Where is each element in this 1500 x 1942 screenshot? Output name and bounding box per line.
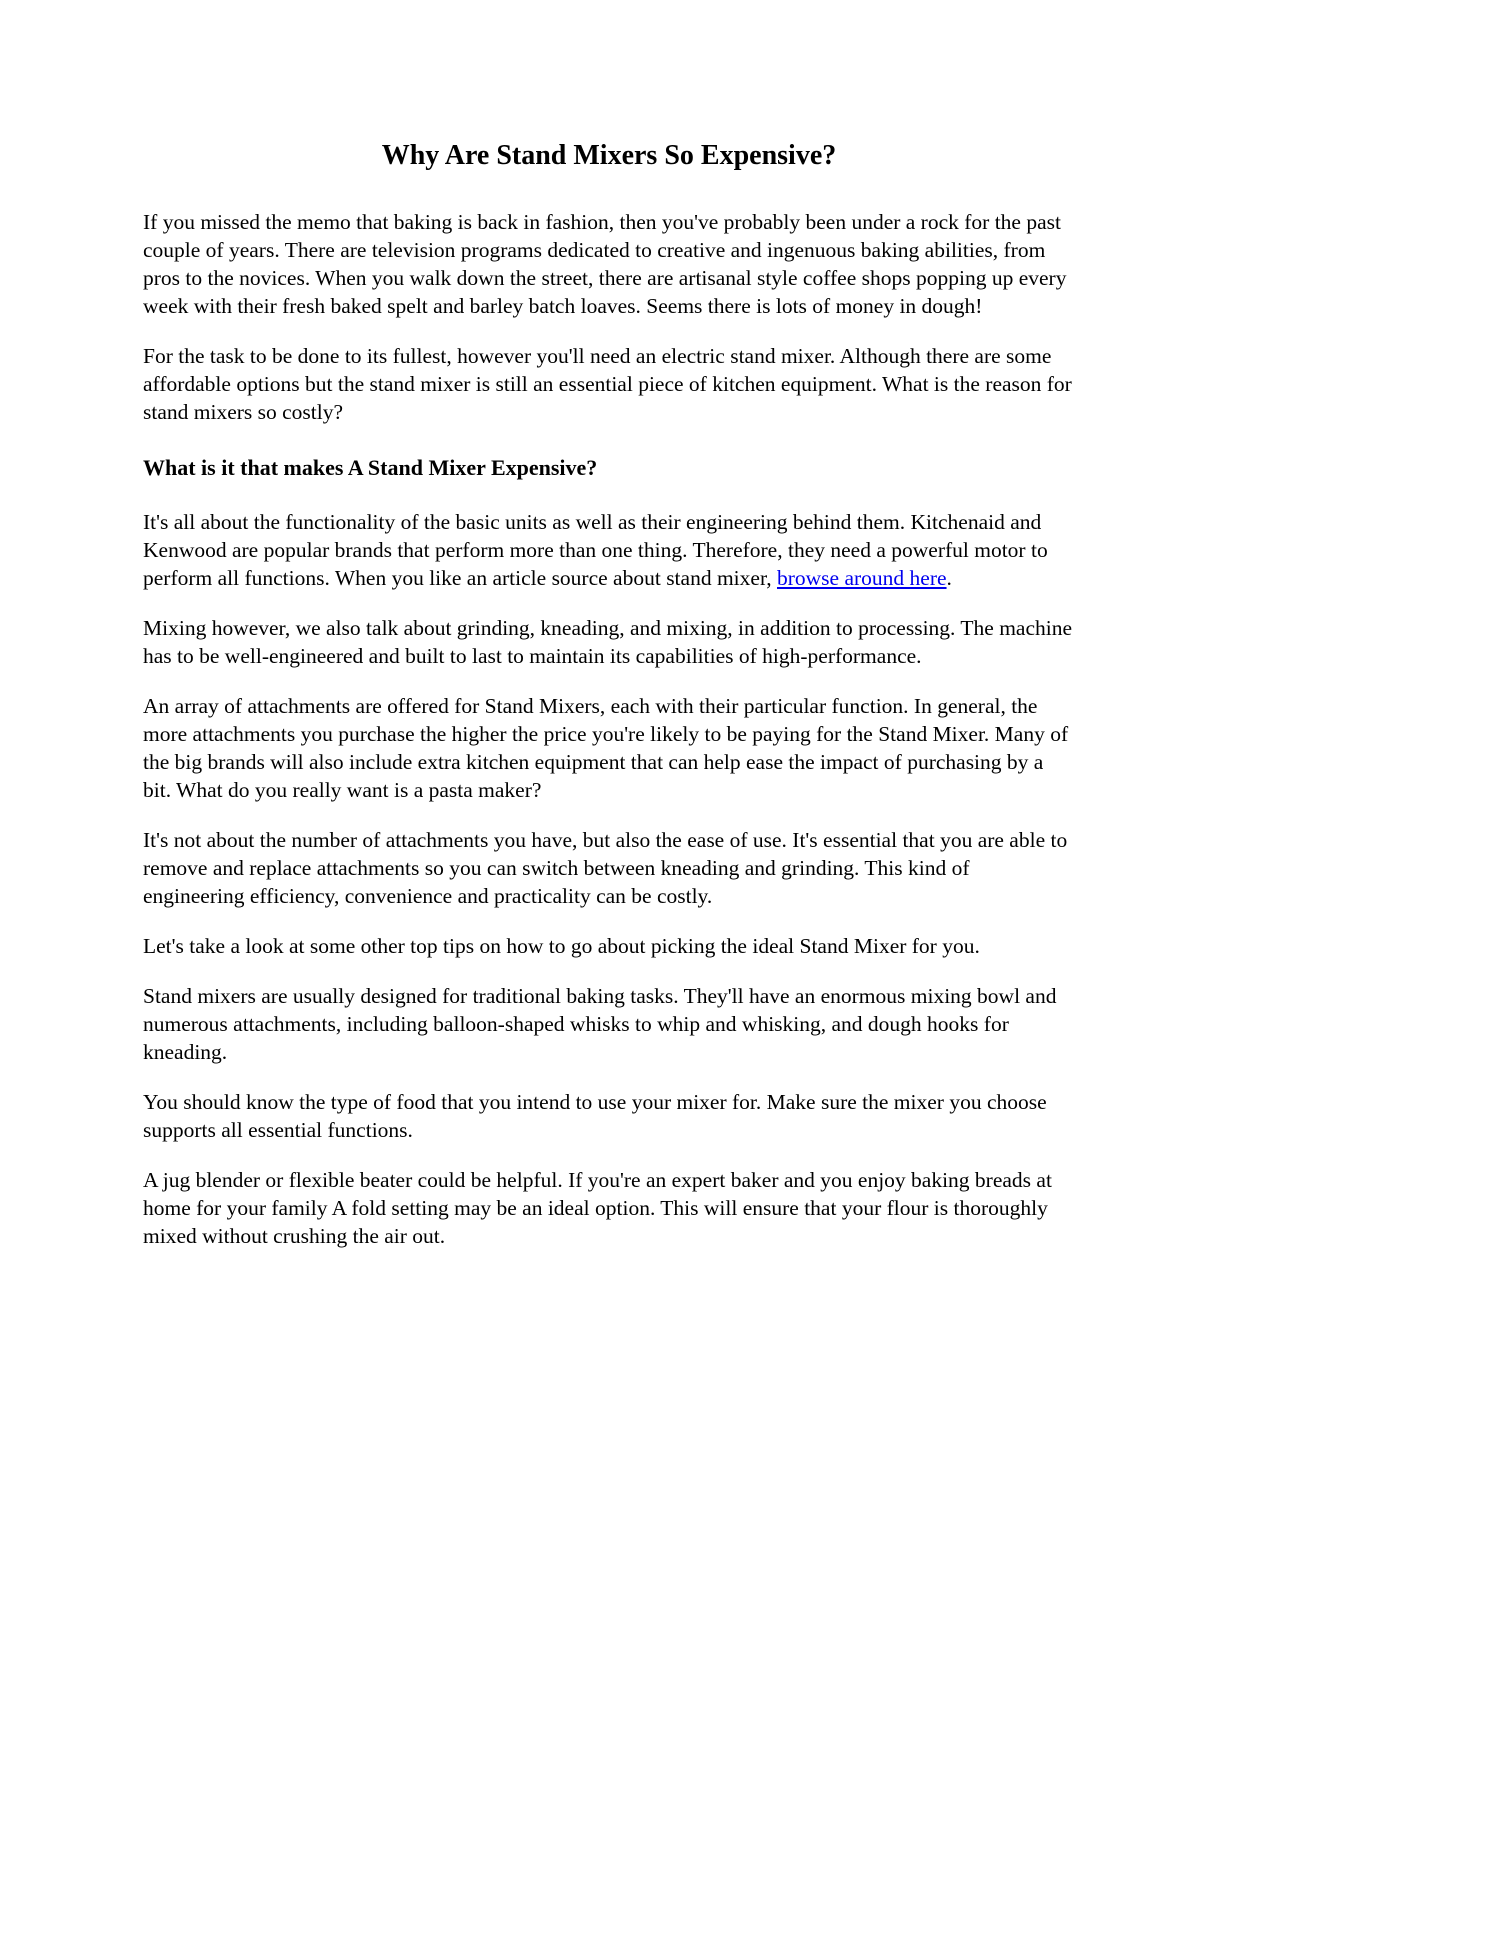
paragraph-intro-2: For the task to be done to its fullest, however you'll need an electric stand mixer. Although there are some affordable options but the stand mixer is still an essential piece of kitchen equipment. What is the reason for stand mixers so costly? bbox=[143, 344, 1072, 424]
link-paragraph-text-after: . bbox=[946, 566, 952, 590]
paragraph-body-7: A jug blender or flexible beater could be helpful. If you're an expert baker and you enjoy baking breads at home for your family A fold setting may be an ideal option. This will ensure that your flour is thoroughly mixed without crushing the air out. bbox=[143, 1168, 1052, 1248]
document-content bbox=[143, 140, 1075, 1250]
page-title: Why Are Stand Mixers So Expensive? bbox=[381, 140, 837, 171]
paragraph-body-5: Stand mixers are usually designed for traditional baking tasks. They'll have an enormous mixing bowl and numerous attachments, including balloon-shaped whisks to whip and whisking, and dough hooks for kneading. bbox=[143, 984, 1057, 1064]
paragraph-body-4: Let's take a look at some other top tips on how to go about picking the ideal Stand Mixer for you. bbox=[143, 934, 980, 958]
paragraph-with-link bbox=[143, 508, 1075, 592]
section-heading: What is it that makes A Stand Mixer Expensive? bbox=[143, 455, 598, 480]
paragraph-intro-1: If you missed the memo that baking is back in fashion, then you've probably been under a rock for the past couple of years. There are television programs dedicated to creative and ingenuous baking abilities, from pros to the novices. When you walk down the street, there are artisanal style coffee shops popping up every week with their fresh baked spelt and barley batch loaves. Seems there is lots of money in dough! bbox=[143, 210, 1067, 318]
paragraph-body-6: You should know the type of food that you intend to use your mixer for. Make sure the mixer you choose supports all essential functions. bbox=[143, 1090, 1047, 1142]
browse-around-here-link[interactable]: browse around here bbox=[777, 566, 947, 590]
paragraph-body-2: An array of attachments are offered for Stand Mixers, each with their particular function. In general, the more attachments you purchase the higher the price you're likely to be paying for the Stand Mixer. Many of the big brands will also include extra kitchen equipment that can help ease the impact of purchasing by a bit. What do you really want is a pasta maker? bbox=[143, 694, 1069, 802]
link-paragraph-text-before: It's all about the functionality of the basic units as well as their engineering behind them. Kitchenaid and Kenwood are popular brands that perform more than one thing. Therefore, they need a powerful motor to perform all functions. When you like an article source about stand mixer, bbox=[143, 510, 1048, 590]
paragraph-body-1: Mixing however, we also talk about grinding, kneading, and mixing, in addition to processing. The machine has to be well-engineered and built to last to maintain its capabilities of high-performance. bbox=[143, 616, 1073, 668]
paragraph-body-3: It's not about the number of attachments you have, but also the ease of use. It's essential that you are able to remove and replace attachments so you can switch between kneading and grinding. This kind of engineering efficiency, convenience and practicality can be costly. bbox=[143, 828, 1068, 908]
